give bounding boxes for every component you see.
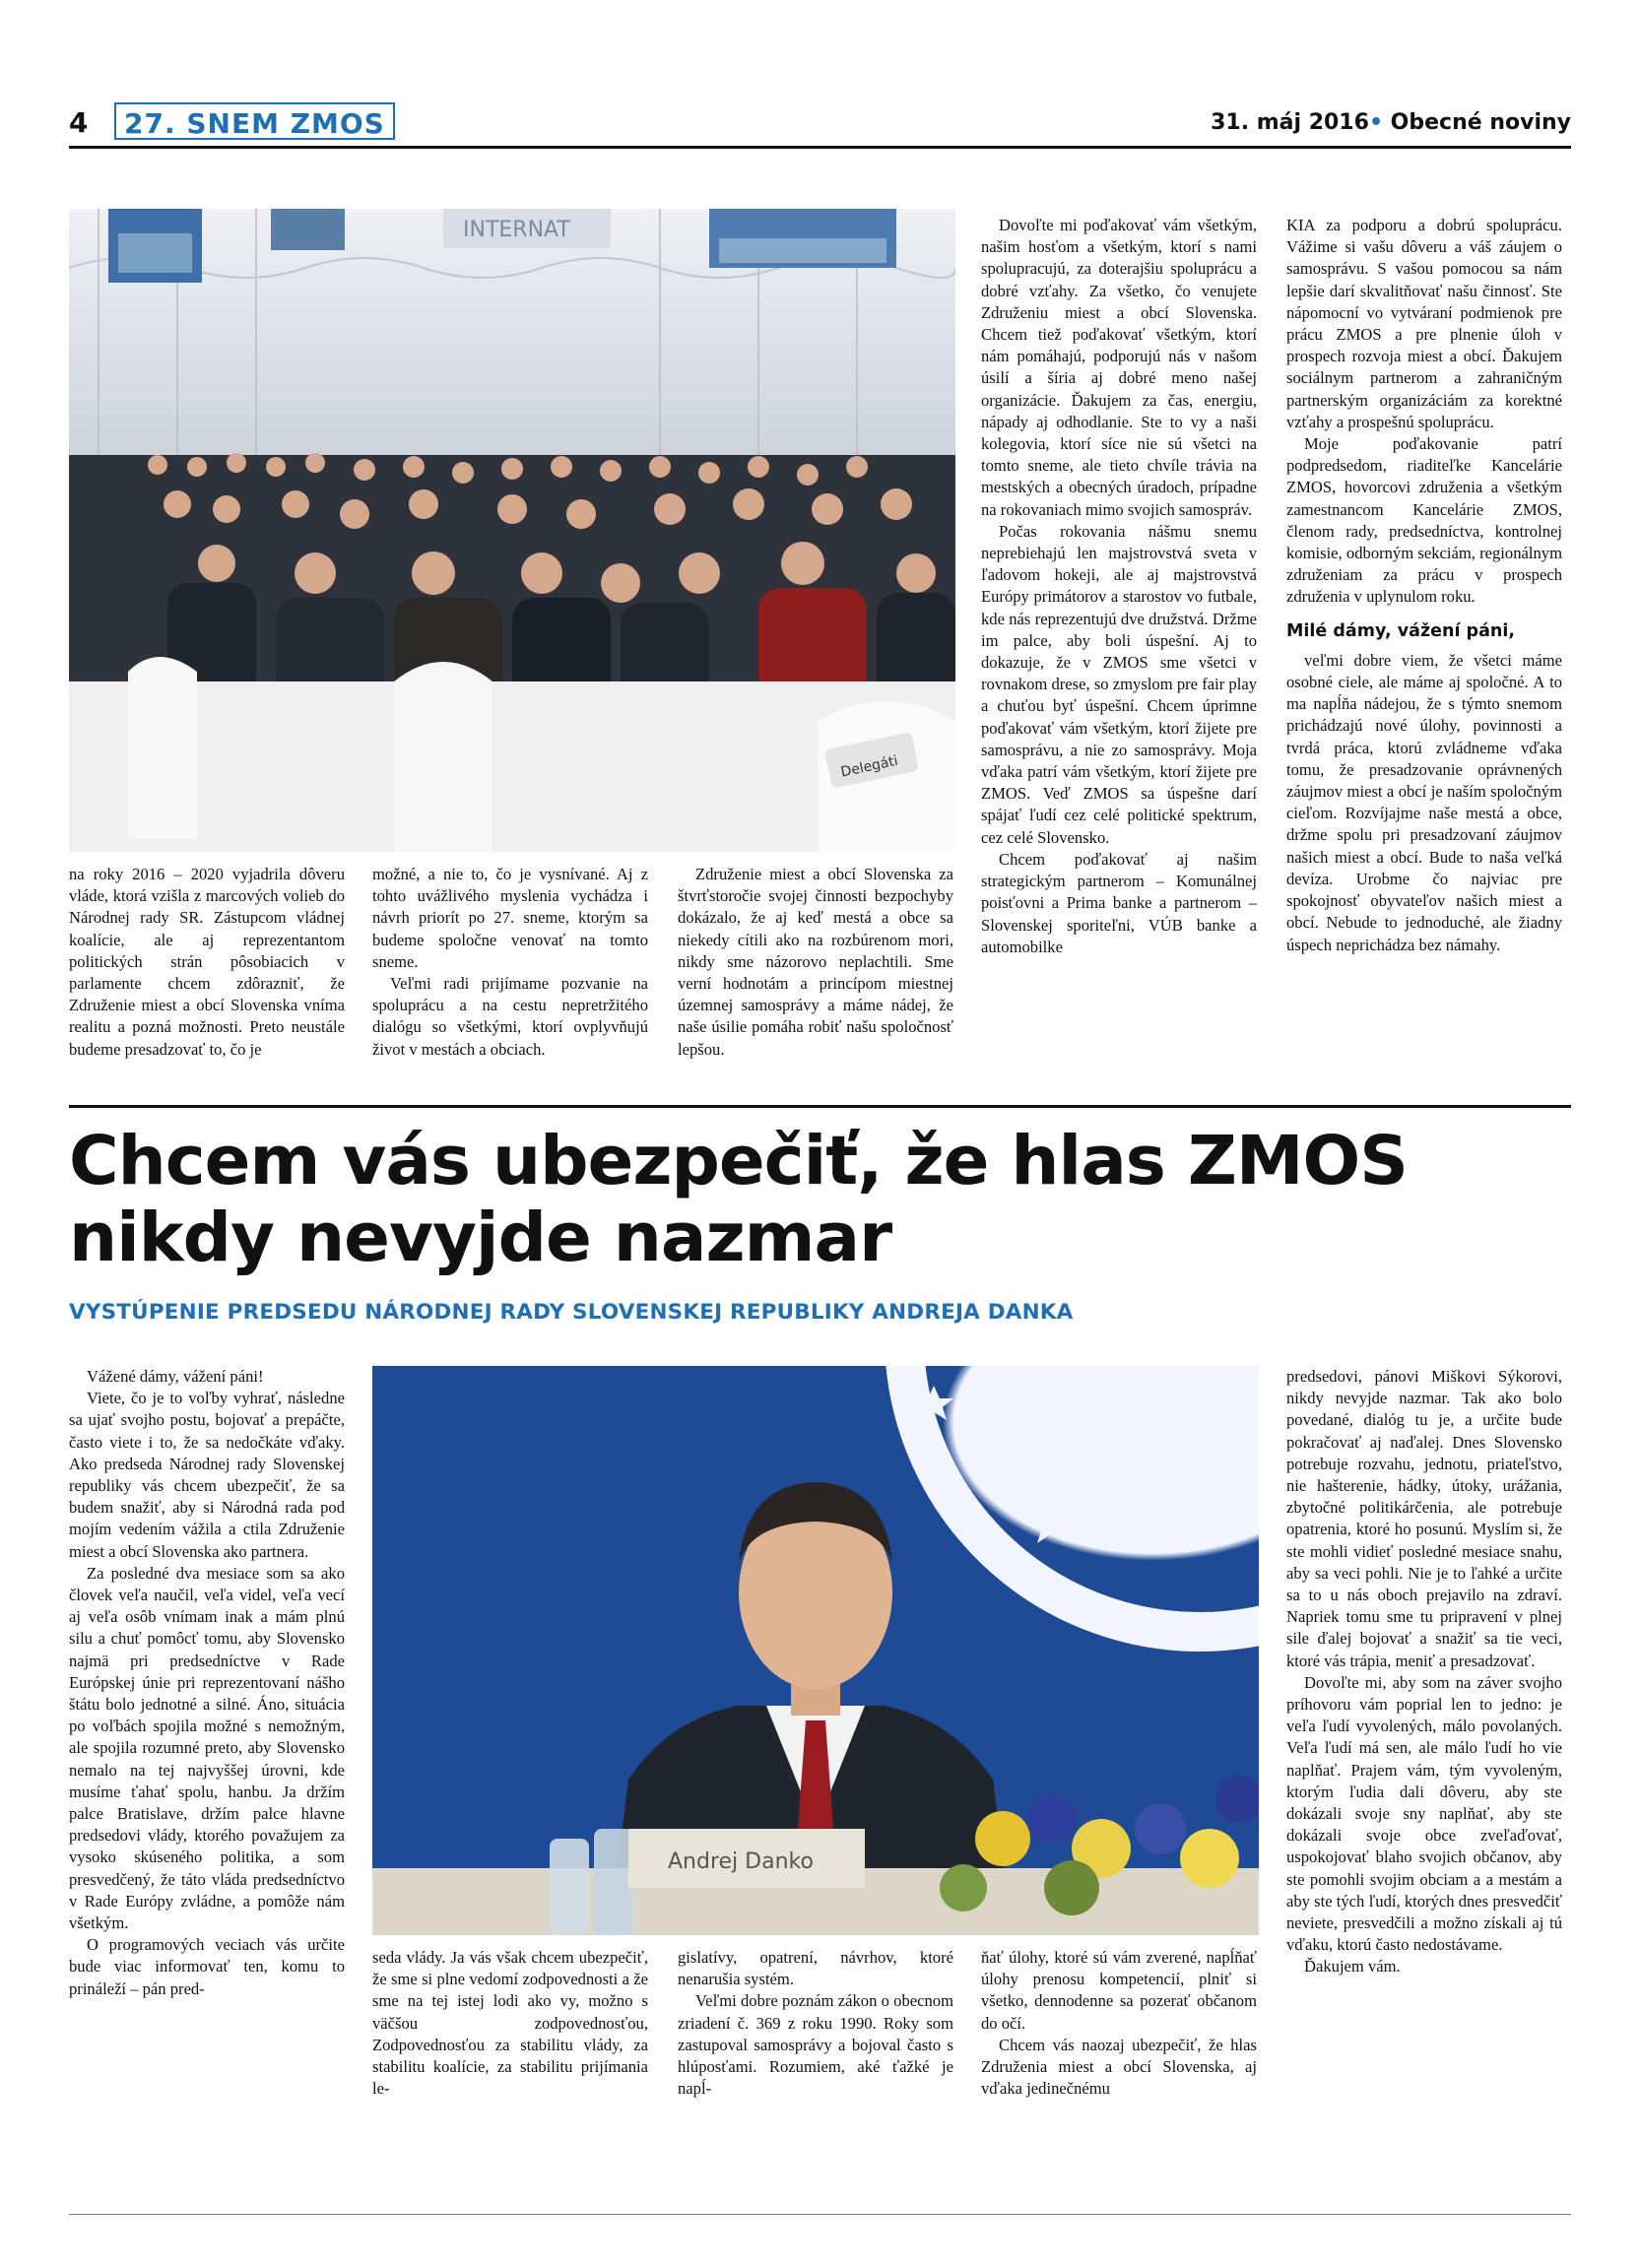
bullet-separator: • xyxy=(1368,110,1383,135)
article-kicker: VYSTÚPENIE PREDSEDU NÁRODNEJ RADY SLOVENSKEJ REPUBLIKY ANDREJA DANKA xyxy=(69,1300,1074,1325)
paragraph: O programových veciach vás určite bude viac informovať ten, komu to prináleží – pán pred- xyxy=(69,1935,345,1998)
headline-line-1: Chcem vás ubezpečiť, že hlas ZMOS xyxy=(69,1122,1408,1200)
article-divider xyxy=(69,1105,1571,1108)
top-article-col2 xyxy=(372,864,648,1061)
header-rule xyxy=(69,146,1571,149)
paragraph: ňať úlohy, ktoré sú vám zverené, napĺňať úlohy prenosu kompetencií, plniť si všetko, dennodenne sa pozerať občanom do očí. xyxy=(981,1948,1257,2033)
portrait-photo-illustration xyxy=(372,1366,1259,1935)
section-tag: 27. SNEM ZMOS xyxy=(114,102,395,140)
paragraph: možné, a nie to, čo je vysnívané. Aj z tohto uvážlivého myslenia vychádza i návrh priorít po 27. sneme, ktorým sa budeme spoločne venovať na tomto sneme. xyxy=(372,865,648,971)
paragraph: Veľmi radi prijímame pozvanie na spoluprácu a na cestu nepretržitého dialógu so všetkými, ktorí ovplyvňujú život v mestách a obciach. xyxy=(372,974,648,1059)
paragraph: Združenie miest a obcí Slovenska za štvrťstoročie svojej činnosti bezpochyby dokázalo, že aj keď mestá a obce sa niekedy cítili ako na rozbúrenom mori, nikdy sme názorovo neplachtili. Sme verní hodnotám a princípom miestnej územnej samosprávy a máme nádej, že naše úsilie pomáha robiť našu spoločnosť lepšou. xyxy=(678,865,953,1059)
article-headline xyxy=(69,1123,1571,1276)
banner-text: INTERNAT xyxy=(463,218,570,242)
top-article-col1 xyxy=(69,864,345,1061)
delegates-photo-illustration xyxy=(69,209,955,852)
top-article-col4 xyxy=(981,215,1257,958)
paragraph: veľmi dobre viem, že všetci máme osobné ciele, ale máme aj spoločné. A to ma napĺňa nádejou, že s týmto snemom prichádzajú nové úlohy, povinnosti a tvrdá práca, ktorú zvládneme vďaka tomu, že presadzovanie oprávnených záujmov miest a obcí je naším spoločným cieľom. Rozvíjajme naše mestá a obce, držme spolu pri presadzovaní záujmov našich miest a obcí. Bude to naša veľká devíza. Urobme čo najviac pre spokojnosť obyvateľov našich miest a obcí. Nebude to jednoduché, ale žiadny úspech neprichádza bez námahy. xyxy=(1286,650,1562,954)
paragraph: Chcem poďakovať aj našim strategickým partnerom – Komunálnej poisťovni a Prima banke a partnerom – Slovenskej sporiteľni, VÚB banke a automobilke xyxy=(981,849,1257,956)
paragraph: Dovoľte mi, aby som na záver svojho príhovoru vám poprial len to jedno: je veľa ľudí vyvolených, málo povolaných. Veľa ľudí má sen, ale málo ľudí ho vie naplňať. Prajem vám, tým vyvoleným, ktorým ľudia dali dôveru, aby ste dokázali svoje sny naplňať, aby ste dokázali svoje obce zveľaďovať, uspokojovať blaho svojich občanov, aby ste pomohli svojim obciam a a mestám a aby ste tých ľudí, ktorých dnes presvedčiť neviete, presvedčili a možno získali aj tú vďaku, ktorú často nedostávame. xyxy=(1286,1672,1562,1955)
page-number: 4 xyxy=(69,106,89,139)
main-article-col1 xyxy=(69,1366,345,2000)
main-article-col4 xyxy=(981,1947,1257,2100)
paragraph: gislatívy, opatrení, návrhov, ktoré nenarušia systém. xyxy=(678,1948,953,1989)
footer-rule xyxy=(69,2214,1571,2215)
issue-date: 31. máj 2016 xyxy=(1211,110,1369,135)
top-article-col3 xyxy=(678,864,953,1061)
delegate-sign-text: Delegáti xyxy=(839,752,900,781)
paragraph: Viete, čo je to voľby vyhrať, následne sa ujať svojho postu, bojovať a prepáčte, často viete i to, že sa nedočkáte vďaky. Ako predseda Národnej rady Slovenskej republiky vás chcem ubezpečiť, že sa budem snažiť, aby si Národná rada pod mojím vedením vážila a ctila Združenie miest a obcí Slovenska ako partnera. xyxy=(69,1389,345,1561)
headline-line-2: nikdy nevyjde nazmar xyxy=(69,1199,892,1277)
paragraph: Za posledné dva mesiace som sa ako človek veľa naučil, veľa videl, veľa vecí aj veľa osôb vnímam inak a mám plnú silu a chuť pomôcť tomu, aby Slovensko najmä pri predsedníctve v Rade Európskej únie pri reprezentovaní nášho štátu bolo jednotné a silné. Áno, situácia po voľbách spojila možné s nemožným, ale spojila rozumné preto, aby Slovensko nemalo na tej najvyššej úrovni, kde musíme ťahať spolu, hanbu. Ja držím palce Bratislave, držím palce hlavne predsedovi vlády, ktorého považujem za vysoko skúseného politika, a som presvedčený, že táto vláda predsedníctvo v Rade Európy zvládne, a pomôže nám všetkým. xyxy=(69,1563,345,1933)
delegates-photo xyxy=(69,209,955,852)
paragraph: Počas rokovania nášmu snemu neprebiehajú len majstrovstvá sveta v ľadovom hokeji, ale aj majstrovstvá Európy primátorov a starostov vo futbale, kde nás reprezentujú dve družstvá. Držme im palce, aby boli úspešní. Aj to dokazuje, že v ZMOS sme všetci v rovnakom drese, so zmyslom pre fair play a chuťou byť úspešní. Chcem úprimne poďakovať vám všetkým, ktorí žijete pre samosprávu, a nie zo samosprávy. Moja vďaka patrí vám všetkým, ktorí žijete pre ZMOS. Veď ZMOS sa úspešne darí spájať ľudí cez celé politické spektrum, cez celé Slovensko. xyxy=(981,521,1257,847)
main-article-col3 xyxy=(678,1947,953,2100)
subheading: Milé dámy, vážení páni, xyxy=(1286,620,1515,641)
paragraph: Ďakujem vám. xyxy=(1304,1957,1401,1976)
main-article-col2 xyxy=(372,1947,648,2100)
paragraph: Chcem vás naozaj ubezpečiť, že hlas Združenia miest a obcí Slovenska, aj vďaka jedinečnému xyxy=(981,2035,1257,2099)
paragraph: Veľmi dobre poznám zákon o obecnom zriadení č. 369 z roku 1990. Roky som zastupoval samosprávy a bojoval často s hlúposťami. Rozumiem, aké ťažké je napĺ- xyxy=(678,1991,953,2099)
paragraph: KIA za podporu a dobrú spoluprácu. Vážime si vašu dôveru a váš záujem o samosprávu. S vašou pomocou sa nám lepšie darí skvalitňovať našu činnosť. Ste nápomocní vo vytváraní podmienok pre prácu ZMOS a pre plnenie úloh v prospech rozvoja miest a obcí. Ďakujem sociálnym partnerom a zahraničným partnerským organizáciám za korektné vzťahy a prospešnú spoluprácu. xyxy=(1286,216,1562,431)
issue-info xyxy=(1211,110,1571,135)
paragraph: na roky 2016 – 2020 vyjadrila dôveru vláde, ktorá vzišla z marcových volieb do Národnej rady SR. Zástupcom vládnej koalície, ale aj reprezentantom politických strán pôsobiacich v parlamente chcem zdôrazniť, že Združenie miest a obcí Slovenska vníma realitu a pozná možnosti. Preto neustále budeme presadzovať to, čo je xyxy=(69,865,345,1059)
paragraph: seda vlády. Ja vás však chcem ubezpečiť, že sme si plne vedomí zodpovednosti a že sme na tej istej lodi ako vy, možno s väčšou zodpovednosťou, Zodpovednosťou za stabilitu vlády, za stabilitu koalície, za stabilitu prijímania le- xyxy=(372,1948,648,2099)
main-article-col5 xyxy=(1286,1366,1562,1978)
top-article-col5 xyxy=(1286,215,1562,956)
portrait-photo xyxy=(372,1366,1259,1935)
paragraph: Dovoľte mi poďakovať vám všetkým, našim hosťom a všetkým, ktorí s nami spolupracujú, za doterajšiu spoluprácu a dobré vzťahy. Za všetko, čo venujete Združeniu miest a obcí Slovenska. Chcem tiež poďakovať všetkým, ktorí nám pomáhajú, podporujú nás v našom úsilí a šíria aj dobré meno našej organizácie. Ďakujem za čas, energiu, nápady aj odhodlanie. Ste to vy a naši kolegovia, ktorí síce nie sú všetci na tomto sneme, ale tieto chvíle trávia na mestských a obecných úradoch, prípadne na rokovaniach mimo svojich samospráv. xyxy=(981,216,1257,519)
publication-name: Obecné noviny xyxy=(1390,110,1571,135)
paragraph: Vážené dámy, vážení páni! xyxy=(87,1367,264,1386)
paragraph: Moje poďakovanie patrí podpredsedom, riaditeľke Kancelárie ZMOS, hovorcovi združenia a všetkým zamestnancom Kancelárie ZMOS, členom rady, predsedníctva, kontrolnej komisie, odborným sekciám, regionálnym združeniam za prácu v prospech združenia v uplynulom roku. xyxy=(1286,434,1562,607)
nameplate-text: Andrej Danko xyxy=(668,1849,814,1874)
paragraph: predsedovi, pánovi Miškovi Sýkorovi, nikdy nevyjde nazmar. Tak ako bolo povedané, dialóg tu je, a určite bude pokračovať aj naďalej. Dnes Slovensko potrebuje rozvahu, jednotu, priateľstvo, nie hašterenie, hádky, útoky, urážania, zbytočné politikárčenia, ale potrebuje opatrenia, ktoré ho posunú. Myslím si, že ste mohli vidieť posledné mesiace snahu, aby sa veci pohli. Nie je to ľahké a určite sa to u nás oboch prejavilo na zdraví. Napriek tomu sme tu pripravení v plnej sile ďalej bojovať a snažiť sa tie veci, ktoré vás trápia, meniť a presadzovať. xyxy=(1286,1367,1562,1670)
